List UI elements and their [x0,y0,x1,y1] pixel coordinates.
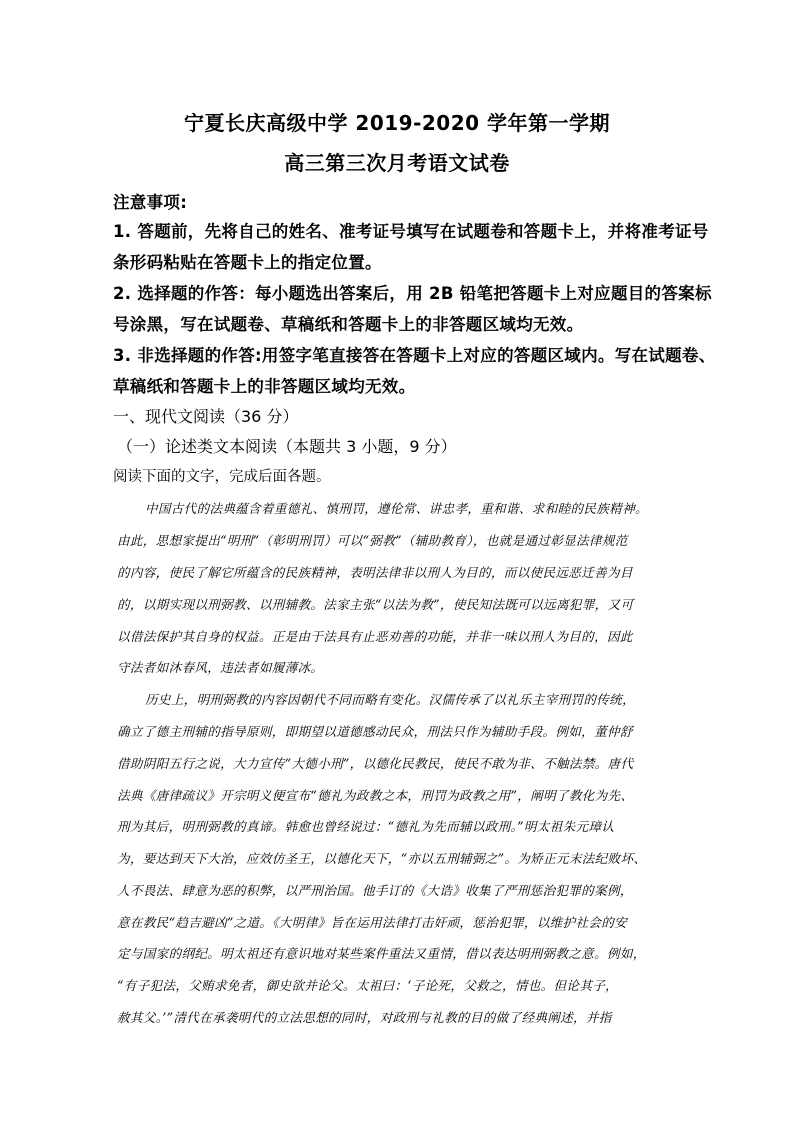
passage-line: 赦其父。’”清代在承袭明代的立法思想的同时，对政刑与礼教的目的做了经典阐述，并指 [117,1010,612,1025]
notes-line: 草稿纸和答题卡上的非答题区域均无效。 [113,377,416,396]
passage-line: 中国古代的法典蕴含着重德礼、慎刑罚，遵伦常、讲忠孝，重和谐、求和睦的民族精神。 [145,501,648,516]
passage-line: 由此，思想家提出“明刑”（彰明刑罚）可以“弼教”（辅助教育），也就是通过彰显法律规范 [117,533,628,548]
passage-line: 为，要达到天下大治，应效仿圣王，以德化天下，“亦以五刑辅弼之”。为矫正元末法纪败坏、 [117,851,647,866]
notes-line: 号涂黑，写在试题卷、草稿纸和答题卡上的非答题区域均无效。 [113,315,584,334]
section-title: 一、现代文阅读（36 分） [113,407,299,426]
passage-line: 法典《唐律疏议》开宗明义便宣布“德礼为政教之本，刑罚为政教之用”，阐明了教化为先、 [117,788,634,803]
passage-line: 以借法保护其自身的权益。正是由于法具有止恶劝善的功能，并非一味以刑人为目的，因此 [117,629,633,644]
exam-title-line1: 宁夏长庆高级中学 2019-2020 学年第一学期 [183,111,611,135]
passage-line: 刑为其后，明刑弼教的真谛。韩愈也曾经说过：“德礼为先而辅以政刑。”明太祖朱元璋认 [117,819,615,834]
passage-line: 借助阴阳五行之说，大力宣传“大德小刑”，以德化民教民，使民不敢为非、不触法禁。唐代 [117,756,634,771]
notes-line: 条形码粘贴在答题卡上的指定位置。 [113,253,382,272]
notes-line: 3. 非选择题的作答:用签字笔直接答在答题卡上对应的答题区域内。写在试题卷、 [113,346,716,365]
notes-heading: 注意事项: [113,193,188,212]
notes-line: 2. 选择题的作答：每小题选出答案后，用 2B 铅笔把答题卡上对应题目的答案标 [113,284,712,303]
passage-line: 定与国家的纲纪。明太祖还有意识地对某些案件重法又重情，借以表达明刑弼教之意。例如， [117,946,646,961]
passage-line: 守法者如沐春风，违法者如履薄冰。 [117,660,324,675]
section-subtitle: （一）论述类文本阅读（本题共 3 小题，9 分） [117,437,457,456]
passage-line: 的内容，使民了解它所蕴含的民族精神，表明法律非以刑人为目的，而以使民远恶迁善为目 [117,565,633,580]
reading-instruction: 阅读下面的文字，完成后面各题。 [113,469,331,485]
passage-line: 人不畏法、肆意为恶的积弊，以严刑治国。他手订的《大诰》收集了严刑惩治犯罪的案例， [117,883,633,898]
notes-line: 1. 答题前，先将自己的姓名、准考证号填写在试题卷和答题卡上，并将准考证号 [113,222,709,241]
passage-line: 历史上，明刑弼教的内容因朝代不同而略有变化。汉儒传承了以礼乐主宰刑罚的传统， [145,692,635,707]
exam-title-line2: 高三第三次月考语文试卷 [284,151,510,175]
passage-line: “有子犯法，父贿求免者，御史欲并论父。太祖曰：‘子论死，父救之，情也。但论其子， [117,978,619,993]
passage-line: 意在教民“趋吉避凶”之道。《大明律》旨在运用法律打击奸顽，惩治犯罪，以维护社会的安 [117,915,628,930]
passage-line: 确立了德主刑辅的指导原则，即期望以道德感动民众，刑法只作为辅助手段。例如，董仲舒 [117,724,633,739]
passage-line: 的，以期实现以刑弼教、以刑辅教。法家主张“以法为教”，使民知法既可以远离犯罪，又可 [117,597,634,612]
